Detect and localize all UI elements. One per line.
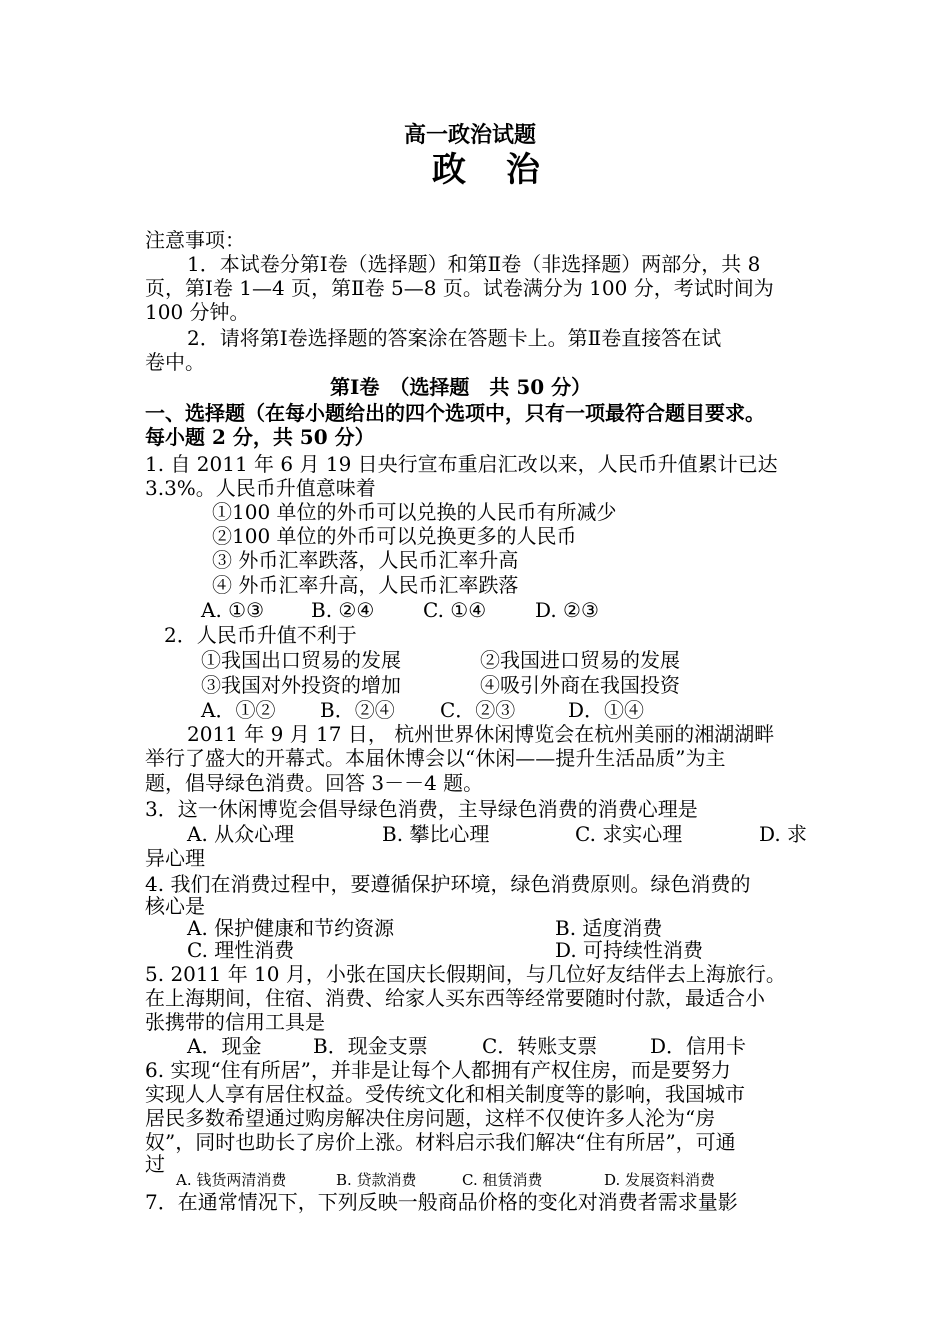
q6-option-a: A. 钱货两清消费 xyxy=(176,1171,287,1189)
q3-option-a: A. 从众心理 xyxy=(187,822,295,846)
notes-item1-line3: 100 分钟。 xyxy=(145,300,250,324)
part1-instruction-line1: 一、选择题（在每小题给出的四个选项中，只有一项最符合题目要求。 xyxy=(145,401,765,425)
q2-option-d: D．①④ xyxy=(568,698,645,722)
q5-option-c: C．转账支票 xyxy=(482,1034,598,1058)
part1-instruction-line2: 每小题 2 分，共 50 分） xyxy=(145,425,375,449)
q2-option-a: A．①② xyxy=(201,698,276,722)
q2-stem: 2．人民币升值不利于 xyxy=(164,623,357,647)
passage-line2: 举行了盛大的开幕式。本届休博会以“休闲——提升生活品质”为主 xyxy=(145,746,726,770)
q5-stem-line3: 张携带的信用工具是 xyxy=(145,1010,325,1034)
q2-statement-4: ④吸引外商在我国投资 xyxy=(480,673,680,697)
q7-stem-line1: 7．在通常情况下，下列反映一般商品价格的变化对消费者需求量影 xyxy=(145,1190,738,1214)
exam-title: 高一政治试题 xyxy=(404,123,537,148)
q6-option-b: B. 贷款消费 xyxy=(336,1171,417,1189)
q3-option-d: D. 求 xyxy=(759,822,808,846)
q6-stem-line4: 奴”，同时也助长了房价上涨。材料启示我们解决“住有所居”，可通 xyxy=(145,1130,736,1154)
notes-label: 注意事项： xyxy=(145,228,245,252)
q1-option-a: A. ①③ xyxy=(201,598,265,622)
q2-option-b: B．②④ xyxy=(320,698,395,722)
q4-option-d: D. 可持续性消费 xyxy=(555,938,704,962)
q5-stem-line1: 5. 2011 年 10 月，小张在国庆长假期间，与几位好友结伴去上海旅行。 xyxy=(145,962,786,986)
q5-option-a: A．现金 xyxy=(187,1034,262,1058)
notes-item2-line2: 卷中。 xyxy=(145,350,205,374)
q4-option-c: C. 理性消费 xyxy=(187,938,295,962)
q2-option-c: C．②③ xyxy=(440,698,516,722)
q4-option-b: B. 适度消费 xyxy=(555,916,663,940)
q5-option-d: D．信用卡 xyxy=(650,1034,747,1058)
notes-item1-line1: 1．本试卷分第Ⅰ卷（选择题）和第Ⅱ卷（非选择题）两部分，共 8 xyxy=(187,252,761,276)
q1-stem-line1: 1. 自 2011 年 6 月 19 日央行宣布重启汇改以来，人民币升值累计已达 xyxy=(145,452,778,476)
q2-statement-3: ③我国对外投资的增加 xyxy=(201,673,401,697)
q2-statement-2: ②我国进口贸易的发展 xyxy=(480,648,680,672)
q1-statement-2: ②100 单位的外币可以兑换更多的人民币 xyxy=(212,524,577,548)
q6-stem-line1: 6. 实现“住有所居”，并非是让每个人都拥有产权住房，而是要努力 xyxy=(145,1058,731,1082)
q1-statement-4: ④ 外币汇率升高，人民币汇率跌落 xyxy=(212,573,519,597)
q3-option-b: B. 攀比心理 xyxy=(382,822,490,846)
q6-option-d: D. 发展资料消费 xyxy=(604,1171,716,1189)
q1-option-c: C. ①④ xyxy=(423,598,487,622)
q1-option-d: D. ②③ xyxy=(535,598,599,622)
passage-line3: 题，倡导绿色消费。回答 3－－4 题。 xyxy=(145,771,484,795)
section-heading: 第Ⅰ卷 （选择题 共 50 分） xyxy=(330,375,592,399)
q4-stem-line2: 核心是 xyxy=(145,894,205,918)
notes-item1-line2: 页，第Ⅰ卷 1—4 页，第Ⅱ卷 5—8 页。试卷满分为 100 分，考试时间为 xyxy=(145,276,774,300)
subject-title: 政 治 xyxy=(432,150,554,190)
q3-option-c: C. 求实心理 xyxy=(575,822,683,846)
notes-item2-line1: 2．请将第Ⅰ卷选择题的答案涂在答题卡上。第Ⅱ卷直接答在试 xyxy=(187,326,722,350)
q6-stem-line3: 居民多数希望通过购房解决住房问题，这样不仅使许多人沦为“房 xyxy=(145,1106,716,1130)
q3-stem: 3．这一休闲博览会倡导绿色消费，主导绿色消费的消费心理是 xyxy=(145,797,698,821)
q4-stem-line1: 4. 我们在消费过程中，要遵循保护环境，绿色消费原则。绿色消费的 xyxy=(145,872,751,896)
q3-option-d-wrap: 异心理 xyxy=(145,846,205,870)
passage-line1: 2011 年 9 月 17 日， 杭州世界休闲博览会在杭州美丽的湘湖湖畔 xyxy=(187,722,775,746)
q6-stem-line5: 过 xyxy=(145,1152,165,1176)
q1-statement-1: ①100 单位的外币可以兑换的人民币有所减少 xyxy=(212,500,617,524)
q5-stem-line2: 在上海期间，住宿、消费、给家人买东西等经常要随时付款，最适合小 xyxy=(145,986,765,1010)
q6-stem-line2: 实现人人享有居住权益。受传统文化和相关制度等的影响，我国城市 xyxy=(145,1082,745,1106)
q4-option-a: A. 保护健康和节约资源 xyxy=(187,916,395,940)
q1-statement-3: ③ 外币汇率跌落，人民币汇率升高 xyxy=(212,548,519,572)
q1-option-b: B. ②④ xyxy=(311,598,375,622)
q1-stem-line2: 3.3%。人民币升值意味着 xyxy=(145,476,376,500)
q2-statement-1: ①我国出口贸易的发展 xyxy=(201,648,401,672)
q5-option-b: B．现金支票 xyxy=(313,1034,428,1058)
q6-option-c: C. 租赁消费 xyxy=(462,1171,543,1189)
